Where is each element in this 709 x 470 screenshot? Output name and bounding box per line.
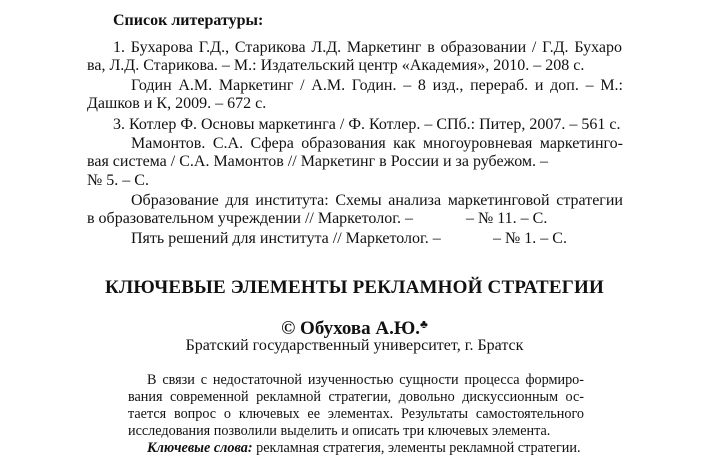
reference-line: Мамонтов. С.А. Сфера образования как многоуровневая маркетинго- (131, 135, 623, 152)
reference-line: вая система / С.А. Мамонтов // Маркетинг в России и за рубежом. – (87, 153, 549, 170)
reference-line: Пять решений для института // Маркетолог. – (131, 230, 441, 247)
keywords-line (147, 440, 581, 456)
author-affiliation: Братский государственный университет, г. Братск (185, 337, 524, 354)
reference-line: Образование для института: Схемы анализа маркетинговой стратегии (131, 192, 623, 209)
author-footnote-mark: ♣ (420, 317, 428, 331)
reference-line: – № 11. – С. (466, 210, 548, 227)
abstract-line: вания современной рекламной стратегии, довольно дискуссионным ос- (128, 389, 584, 405)
reference-line: в образовательном учреждении // Маркетолог. – (87, 210, 413, 227)
abstract-line: исследования позволили выделить и описать три ключевых элемента. (128, 423, 551, 439)
article-author (0, 313, 709, 340)
abstract-line: тается вопрос о ключевых ее элементах. Результаты самостоятельного (128, 406, 584, 422)
abstract-line: В связи с недостаточной изученностью сущности процесса формиро- (147, 372, 584, 388)
article-title: КЛЮЧЕВЫЕ ЭЛЕМЕНТЫ РЕКЛАМНОЙ СТРАТЕГИИ (105, 277, 604, 298)
reference-line: 3. Котлер Ф. Основы маркетинга / Ф. Котлер. – СПб.: Питер, 2007. – 561 с. (113, 116, 621, 133)
reference-line: 1. Бухарова Г.Д., Старикова Л.Д. Маркетинг в образовании / Г.Д. Бухаро (113, 39, 622, 56)
reference-line: ва, Л.Д. Старикова. – М.: Издательский центр «Академия», 2010. – 208 с. (87, 57, 585, 74)
author-name: © Обухова А.Ю. (281, 318, 421, 339)
keywords-text: рекламная стратегия, элементы рекламной стратегии. (252, 440, 581, 456)
references-heading: Список литературы: (113, 12, 264, 29)
reference-line: Дашков и К, 2009. – 672 с. (87, 95, 267, 112)
reference-line: – № 1. – С. (493, 230, 567, 247)
keywords-label: Ключевые слова: (147, 440, 253, 456)
reference-line: № 5. – С. (87, 172, 149, 189)
reference-line: Годин А.М. Маркетинг / А.М. Годин. – 8 изд., перераб. и доп. – М.: (131, 77, 623, 94)
